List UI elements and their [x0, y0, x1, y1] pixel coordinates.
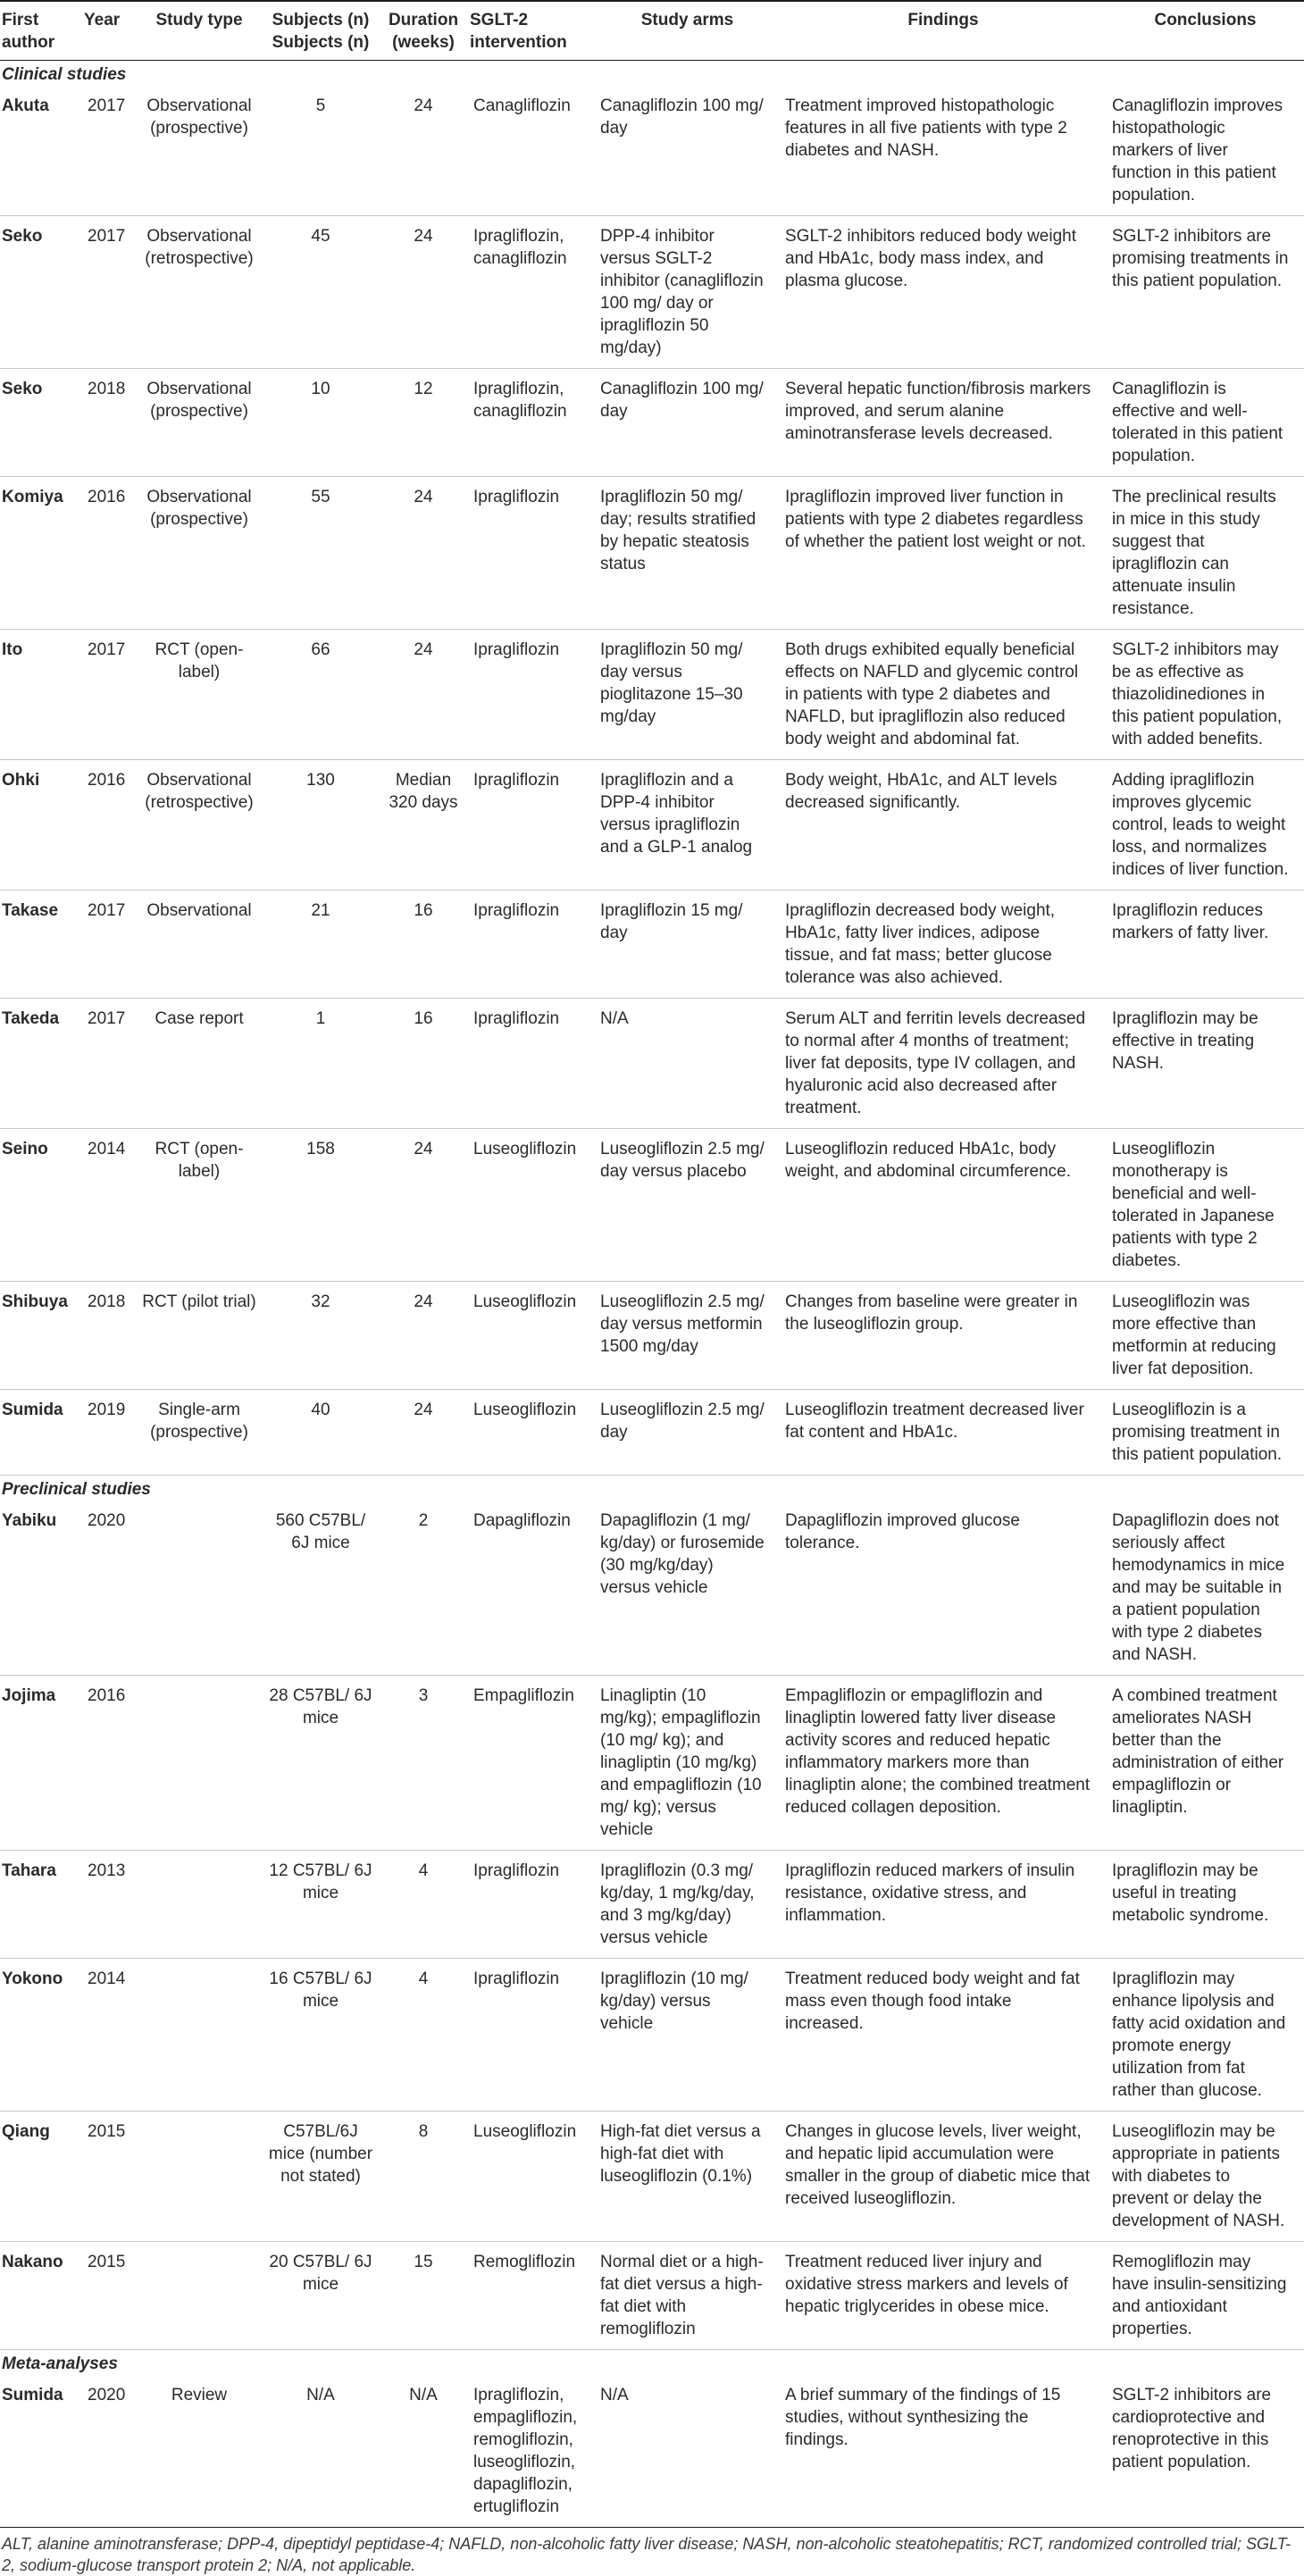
cell-study-type: Case report [136, 999, 263, 1129]
cell-findings: Treatment reduced body weight and fat mass even though food intake increased. [780, 1959, 1107, 2112]
cell-year: 2016 [82, 1676, 136, 1851]
cell-duration: 24 [379, 630, 468, 760]
cell-first-author: Ito [0, 630, 82, 760]
cell-year: 2016 [82, 477, 136, 630]
cell-findings: SGLT-2 inhibitors reduced body weight and HbA1c, body mass index, and plasma glucose. [780, 216, 1107, 369]
cell-study-arms: Luseogliflozin 2.5 mg/ day [595, 1390, 780, 1476]
cell-subjects: 28 C57BL/ 6J mice [263, 1676, 379, 1851]
cell-study-type: RCT (pilot trial) [136, 1282, 263, 1390]
table-row [0, 1676, 1304, 1851]
cell-conclusions: Ipragliflozin may enhance lipolysis and fatty acid oxidation and promote energy utilization from fat rather than glucose. [1107, 1959, 1304, 2112]
cell-conclusions: Luseogliflozin monotherapy is beneficial and well-tolerated in Japanese patients with type 2 diabetes. [1107, 1129, 1304, 1282]
cell-study-type [136, 1501, 263, 1676]
cell-study-arms: DPP-4 inhibitor versus SGLT-2 inhibitor (canagliflozin 100 mg/ day or ipragliflozin 50 mg/day) [595, 216, 780, 369]
cell-study-arms: Normal diet or a high-fat diet versus a high-fat diet with remogliflozin [595, 2242, 780, 2350]
cell-duration: 24 [379, 86, 468, 216]
section-title: Preclinical studies [2, 1480, 151, 1499]
cell-conclusions: Adding ipragliflozin improves glycemic control, leads to weight loss, and normalizes indices of liver function. [1107, 760, 1304, 891]
table-row [0, 477, 1304, 630]
cell-conclusions: Luseogliflozin was more effective than metformin at reducing liver fat deposition. [1107, 1282, 1304, 1390]
cell-duration: 24 [379, 477, 468, 630]
cell-duration: 3 [379, 1676, 468, 1851]
header-sglt2-intervention: SGLT-2 intervention [468, 1, 595, 61]
table-row [0, 1501, 1304, 1676]
cell-study-type [136, 2112, 263, 2242]
cell-duration: N/A [379, 2375, 468, 2528]
cell-study-arms: Ipragliflozin 15 mg/ day [595, 891, 780, 999]
cell-findings: Ipragliflozin improved liver function in patients with type 2 diabetes regardless of whether the patient lost weight or not. [780, 477, 1107, 630]
section-header-row [0, 2350, 1304, 2376]
cell-sglt2-intervention: Ipragliflozin [468, 477, 595, 630]
cell-year: 2017 [82, 216, 136, 369]
cell-year: 2017 [82, 999, 136, 1129]
cell-duration: 24 [379, 216, 468, 369]
cell-findings: Empagliflozin or empagliflozin and linagliptin lowered fatty liver disease activity scores and reduced hepatic inflammatory markers more than linagliptin alone; the combined treatment reduced collagen deposition. [780, 1676, 1107, 1851]
table-row [0, 1282, 1304, 1390]
cell-findings: Treatment improved histopathologic features in all five patients with type 2 diabetes and NASH. [780, 86, 1107, 216]
table-row [0, 369, 1304, 477]
cell-conclusions: A combined treatment ameliorates NASH better than the administration of either empagliflozin or linagliptin. [1107, 1676, 1304, 1851]
cell-study-arms: Ipragliflozin 50 mg/ day; results stratified by hepatic steatosis status [595, 477, 780, 630]
cell-year: 2013 [82, 1851, 136, 1959]
cell-study-type [136, 1851, 263, 1959]
cell-first-author: Komiya [0, 477, 82, 630]
cell-first-author: Akuta [0, 86, 82, 216]
header-first-author: First author [0, 1, 82, 61]
cell-conclusions: Luseogliflozin may be appropriate in patients with diabetes to prevent or delay the development of NASH. [1107, 2112, 1304, 2242]
cell-study-arms: High-fat diet versus a high-fat diet with luseogliflozin (0.1%) [595, 2112, 780, 2242]
cell-findings: Both drugs exhibited equally beneficial effects on NAFLD and glycemic control in patients with type 2 diabetes and NAFLD, but ipragliflozin also reduced body weight and abdominal fat. [780, 630, 1107, 760]
cell-year: 2017 [82, 86, 136, 216]
cell-study-type: RCT (open-label) [136, 630, 263, 760]
cell-findings: Changes from baseline were greater in the luseogliflozin group. [780, 1282, 1107, 1390]
cell-first-author: Seino [0, 1129, 82, 1282]
header-subjects: Subjects (n) Subjects (n) [263, 1, 379, 61]
cell-duration: 4 [379, 1959, 468, 2112]
cell-sglt2-intervention: Ipragliflozin [468, 891, 595, 999]
cell-findings: Ipragliflozin decreased body weight, HbA1c, fatty liver indices, adipose tissue, and fat mass; better glucose tolerance was also achieved. [780, 891, 1107, 999]
cell-sglt2-intervention: Ipragliflozin, canagliflozin [468, 216, 595, 369]
table-row [0, 1851, 1304, 1959]
header-conclusions: Conclusions [1107, 1, 1304, 61]
cell-sglt2-intervention: Ipragliflozin [468, 999, 595, 1129]
cell-findings: A brief summary of the findings of 15 studies, without synthesizing the findings. [780, 2375, 1107, 2528]
cell-study-type [136, 2242, 263, 2350]
cell-sglt2-intervention: Luseogliflozin [468, 1390, 595, 1476]
cell-first-author: Sumida [0, 1390, 82, 1476]
cell-sglt2-intervention: Canagliflozin [468, 86, 595, 216]
cell-findings: Changes in glucose levels, liver weight, and hepatic lipid accumulation were smaller in the group of diabetic mice that received luseogliflozin. [780, 2112, 1107, 2242]
cell-sglt2-intervention: Dapagliflozin [468, 1501, 595, 1676]
table-row [0, 1129, 1304, 1282]
cell-study-type: Observational (retrospective) [136, 760, 263, 891]
cell-subjects: 45 [263, 216, 379, 369]
cell-conclusions: Luseogliflozin is a promising treatment in this patient population. [1107, 1390, 1304, 1476]
cell-subjects: 130 [263, 760, 379, 891]
cell-subjects: N/A [263, 2375, 379, 2528]
cell-conclusions: Canagliflozin improves histopathologic markers of liver function in this patient population. [1107, 86, 1304, 216]
cell-study-arms: N/A [595, 2375, 780, 2528]
cell-year: 2018 [82, 1282, 136, 1390]
cell-study-arms: Ipragliflozin and a DPP-4 inhibitor versus ipragliflozin and a GLP-1 analog [595, 760, 780, 891]
cell-first-author: Nakano [0, 2242, 82, 2350]
cell-first-author: Tahara [0, 1851, 82, 1959]
table-row [0, 2112, 1304, 2242]
cell-findings: Serum ALT and ferritin levels decreased to normal after 4 months of treatment; liver fat deposits, type IV collagen, and hyaluronic acid also decreased after treatment. [780, 999, 1107, 1129]
cell-sglt2-intervention: Ipragliflozin [468, 760, 595, 891]
cell-subjects: 10 [263, 369, 379, 477]
cell-conclusions: SGLT-2 inhibitors are promising treatments in this patient population. [1107, 216, 1304, 369]
section-title: Clinical studies [2, 65, 127, 84]
table-row [0, 630, 1304, 760]
cell-study-arms: Luseogliflozin 2.5 mg/ day versus placebo [595, 1129, 780, 1282]
cell-sglt2-intervention: Ipragliflozin, empagliflozin, remogliflozin, luseogliflozin, dapagliflozin, ertugliflozin [468, 2375, 595, 2528]
cell-duration: Median 320 days [379, 760, 468, 891]
cell-study-type: Observational [136, 891, 263, 999]
cell-duration: 15 [379, 2242, 468, 2350]
cell-study-arms: Luseogliflozin 2.5 mg/ day versus metformin 1500 mg/day [595, 1282, 780, 1390]
cell-study-type: Single-arm (prospective) [136, 1390, 263, 1476]
cell-study-arms: Canagliflozin 100 mg/ day [595, 86, 780, 216]
cell-year: 2016 [82, 760, 136, 891]
cell-study-type: Observational (prospective) [136, 477, 263, 630]
cell-sglt2-intervention: Ipragliflozin [468, 1959, 595, 2112]
table-row [0, 891, 1304, 999]
cell-conclusions: The preclinical results in mice in this study suggest that ipragliflozin can attenuate insulin resistance. [1107, 477, 1304, 630]
cell-study-type: Observational (prospective) [136, 369, 263, 477]
cell-first-author: Ohki [0, 760, 82, 891]
cell-findings: Treatment reduced liver injury and oxidative stress markers and levels of hepatic triglycerides in obese mice. [780, 2242, 1107, 2350]
cell-sglt2-intervention: Luseogliflozin [468, 1129, 595, 1282]
cell-duration: 24 [379, 1129, 468, 1282]
cell-year: 2017 [82, 630, 136, 760]
cell-findings: Luseogliflozin reduced HbA1c, body weight, and abdominal circumference. [780, 1129, 1107, 1282]
cell-first-author: Seko [0, 369, 82, 477]
header-findings: Findings [780, 1, 1107, 61]
cell-conclusions: Ipragliflozin may be effective in treating NASH. [1107, 999, 1304, 1129]
cell-duration: 16 [379, 891, 468, 999]
cell-sglt2-intervention: Ipragliflozin, canagliflozin [468, 369, 595, 477]
cell-year: 2018 [82, 369, 136, 477]
cell-subjects: 21 [263, 891, 379, 999]
cell-study-type: RCT (open-label) [136, 1129, 263, 1282]
section-header-row [0, 61, 1304, 87]
cell-year: 2015 [82, 2242, 136, 2350]
cell-first-author: Takase [0, 891, 82, 999]
table-row [0, 760, 1304, 891]
table-footnote: ALT, alanine aminotransferase; DPP-4, dipeptidyl peptidase-4; NAFLD, non-alcoholic fatty liver disease; NASH, non-alcoholic steatohepatitis; RCT, randomized controlled trial; SGLT-2, sodium-glucose transport protein 2; N/A, not applicable. [2, 2535, 1291, 2574]
cell-conclusions: Canagliflozin is effective and well-tolerated in this patient population. [1107, 369, 1304, 477]
cell-study-arms: Ipragliflozin 50 mg/ day versus pioglitazone 15–30 mg/day [595, 630, 780, 760]
table-row [0, 1390, 1304, 1476]
cell-conclusions: Remogliflozin may have insulin-sensitizing and antioxidant properties. [1107, 2242, 1304, 2350]
table-row [0, 999, 1304, 1129]
cell-subjects: 20 C57BL/ 6J mice [263, 2242, 379, 2350]
cell-study-arms: N/A [595, 999, 780, 1129]
table-row [0, 2242, 1304, 2350]
cell-conclusions: SGLT-2 inhibitors are cardioprotective and renoprotective in this patient population. [1107, 2375, 1304, 2528]
section-header-row [0, 1476, 1304, 1501]
cell-subjects: 5 [263, 86, 379, 216]
cell-findings: Body weight, HbA1c, and ALT levels decreased significantly. [780, 760, 1107, 891]
cell-first-author: Yabiku [0, 1501, 82, 1676]
cell-year: 2020 [82, 1501, 136, 1676]
cell-findings: Several hepatic function/fibrosis markers improved, and serum alanine aminotransferase levels decreased. [780, 369, 1107, 477]
cell-conclusions: Ipragliflozin reduces markers of fatty liver. [1107, 891, 1304, 999]
cell-first-author: Sumida [0, 2375, 82, 2528]
table-row [0, 86, 1304, 216]
table-row [0, 2375, 1304, 2528]
cell-subjects: 158 [263, 1129, 379, 1282]
cell-conclusions: SGLT-2 inhibitors may be as effective as thiazolidinediones in this patient population, with added benefits. [1107, 630, 1304, 760]
cell-findings: Luseogliflozin treatment decreased liver fat content and HbA1c. [780, 1390, 1107, 1476]
cell-duration: 4 [379, 1851, 468, 1959]
header-duration: Duration (weeks) [379, 1, 468, 61]
cell-sglt2-intervention: Remogliflozin [468, 2242, 595, 2350]
header-year: Year [82, 1, 136, 61]
cell-study-type: Observational (retrospective) [136, 216, 263, 369]
cell-study-arms: Ipragliflozin (0.3 mg/ kg/day, 1 mg/kg/day, and 3 mg/kg/day) versus vehicle [595, 1851, 780, 1959]
cell-study-arms: Ipragliflozin (10 mg/ kg/day) versus vehicle [595, 1959, 780, 2112]
cell-duration: 24 [379, 1282, 468, 1390]
cell-sglt2-intervention: Ipragliflozin [468, 630, 595, 760]
cell-year: 2019 [82, 1390, 136, 1476]
cell-subjects: 66 [263, 630, 379, 760]
cell-first-author: Seko [0, 216, 82, 369]
cell-subjects: 40 [263, 1390, 379, 1476]
cell-first-author: Shibuya [0, 1282, 82, 1390]
cell-subjects: 16 C57BL/ 6J mice [263, 1959, 379, 2112]
cell-duration: 16 [379, 999, 468, 1129]
cell-subjects: 560 C57BL/ 6J mice [263, 1501, 379, 1676]
header-study-arms: Study arms [595, 1, 780, 61]
header-row [0, 1, 1304, 61]
cell-study-arms: Canagliflozin 100 mg/ day [595, 369, 780, 477]
cell-duration: 2 [379, 1501, 468, 1676]
cell-study-type [136, 1959, 263, 2112]
cell-subjects: 32 [263, 1282, 379, 1390]
cell-duration: 24 [379, 1390, 468, 1476]
cell-subjects: 12 C57BL/ 6J mice [263, 1851, 379, 1959]
cell-year: 2017 [82, 891, 136, 999]
cell-year: 2014 [82, 1959, 136, 2112]
table-row [0, 1959, 1304, 2112]
cell-study-type [136, 1676, 263, 1851]
cell-study-type: Observational (prospective) [136, 86, 263, 216]
cell-study-arms: Linagliptin (10 mg/kg); empagliflozin (10 mg/ kg); and linagliptin (10 mg/kg) and empagliflozin (10 mg/ kg); versus vehicle [595, 1676, 780, 1851]
cell-subjects: 1 [263, 999, 379, 1129]
cell-conclusions: Dapagliflozin does not seriously affect hemodynamics in mice and may be suitable in a patient population with type 2 diabetes and NASH. [1107, 1501, 1304, 1676]
cell-subjects: 55 [263, 477, 379, 630]
cell-sglt2-intervention: Luseogliflozin [468, 2112, 595, 2242]
cell-findings: Dapagliflozin improved glucose tolerance. [780, 1501, 1107, 1676]
cell-year: 2020 [82, 2375, 136, 2528]
table-header [0, 1, 1304, 61]
cell-study-type: Review [136, 2375, 263, 2528]
cell-year: 2014 [82, 1129, 136, 1282]
cell-conclusions: Ipragliflozin may be useful in treating metabolic syndrome. [1107, 1851, 1304, 1959]
cell-first-author: Yokono [0, 1959, 82, 2112]
cell-findings: Ipragliflozin reduced markers of insulin resistance, oxidative stress, and inflammation. [780, 1851, 1107, 1959]
cell-duration: 8 [379, 2112, 468, 2242]
header-study-type: Study type [136, 1, 263, 61]
cell-sglt2-intervention: Empagliflozin [468, 1676, 595, 1851]
section-title: Meta-analyses [2, 2354, 118, 2373]
cell-sglt2-intervention: Luseogliflozin [468, 1282, 595, 1390]
table-row [0, 216, 1304, 369]
cell-year: 2015 [82, 2112, 136, 2242]
cell-duration: 12 [379, 369, 468, 477]
cell-first-author: Jojima [0, 1676, 82, 1851]
cell-sglt2-intervention: Ipragliflozin [468, 1851, 595, 1959]
cell-study-arms: Dapagliflozin (1 mg/ kg/day) or furosemide (30 mg/kg/day) versus vehicle [595, 1501, 780, 1676]
cell-first-author: Qiang [0, 2112, 82, 2242]
cell-subjects: C57BL/6J mice (number not stated) [263, 2112, 379, 2242]
table-body [0, 61, 1304, 2528]
cell-first-author: Takeda [0, 999, 82, 1129]
